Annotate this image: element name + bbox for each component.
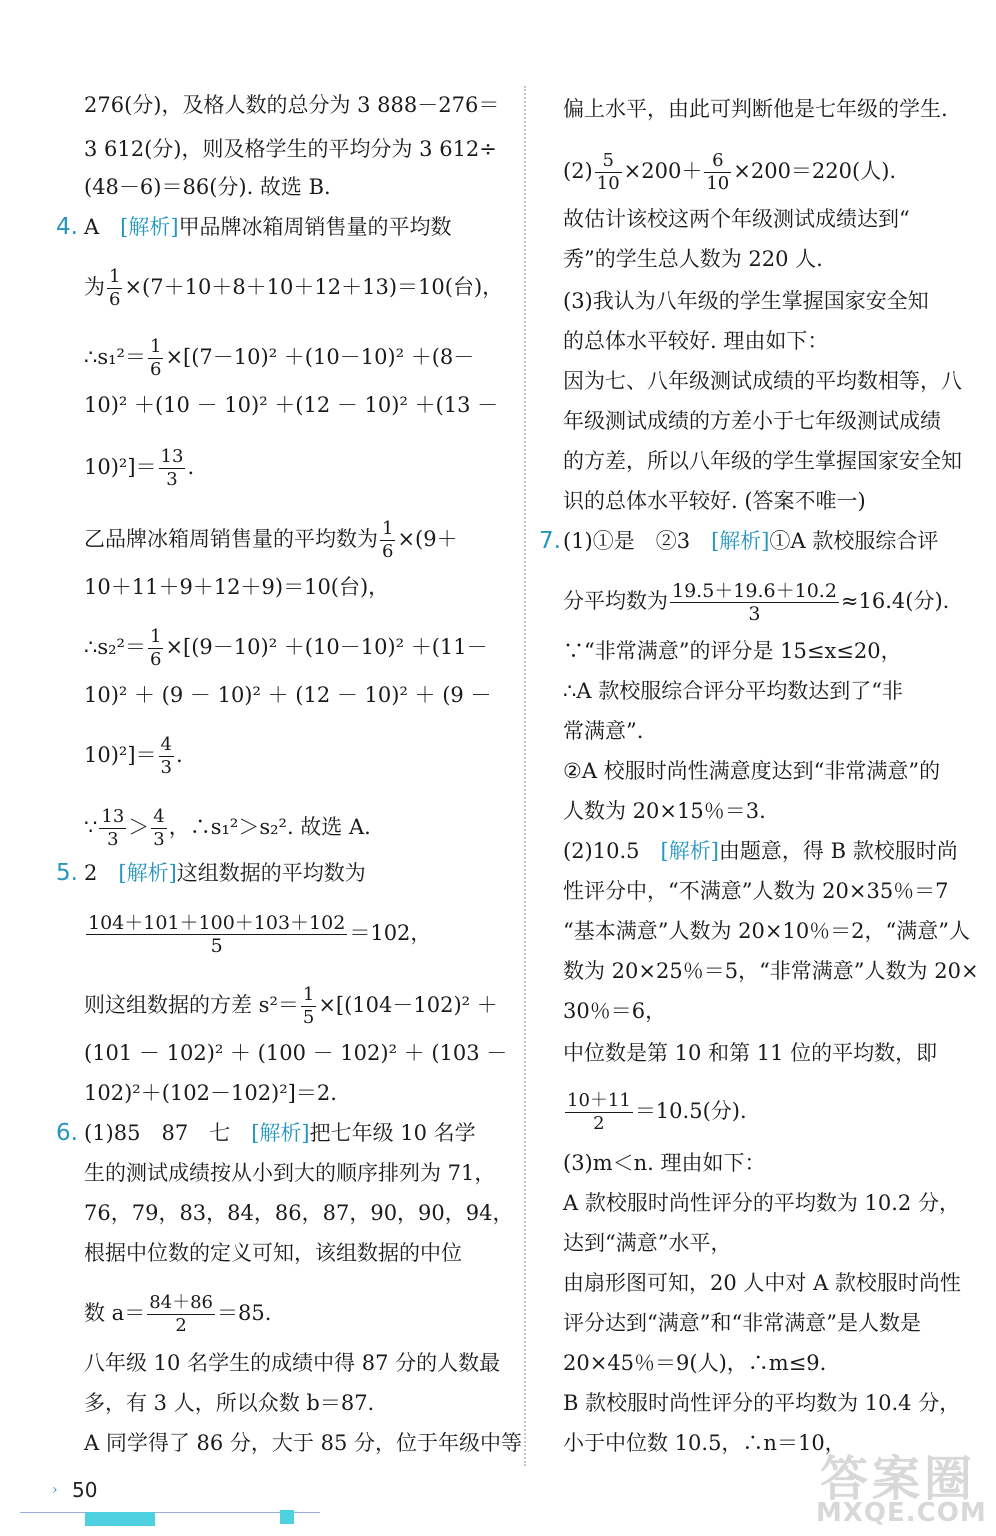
text: ＞ [128, 815, 150, 839]
numerator: 1 [149, 626, 162, 647]
watermark-text: 答案圈 [820, 1451, 977, 1507]
text-line: 多，有 3 人，所以众数 b＝87. [84, 1391, 375, 1415]
text-line: 评分达到“满意”和“非常满意”是人数是 [563, 1311, 921, 1335]
chevron-right-icon: › [52, 1482, 58, 1498]
text: ＝85. [217, 1301, 272, 1325]
q7-part2-header [563, 838, 958, 864]
answer: (1)85 87 七 [84, 1121, 252, 1145]
text: 为 [84, 275, 105, 299]
text-line [563, 580, 949, 625]
answer: 2 [84, 861, 119, 885]
fraction [147, 1292, 215, 1337]
text-line: 偏上水平，由此可判断他是七年级的学生. [563, 97, 948, 121]
denominator: 3 [166, 469, 178, 490]
denominator: 10 [596, 173, 620, 194]
text-line: 由扇形图可知，20 人中对 A 款校服时尚性 [563, 1271, 961, 1295]
text-line: A 款校服时尚性评分的平均数为 10.2 分， [563, 1191, 960, 1215]
text: ×[(9－10)² ＋(10－10)² ＋(11－ [165, 635, 488, 659]
footer-line [20, 1512, 320, 1513]
fraction [565, 1090, 633, 1135]
text-line: 10)² ＋ (9 － 10)² ＋ (12 － 10)² ＋ (9 － [84, 683, 492, 707]
text: ×[(7－10)² ＋(10－10)² ＋(8－ [165, 345, 475, 369]
denominator: 2 [593, 1113, 605, 1134]
text-line: (101 － 102)² ＋ (100 － 102)² ＋ (103 － [84, 1041, 508, 1065]
text-line: 30％＝6， [563, 999, 667, 1023]
text-line: 因为七、八年级测试成绩的平均数相等，八 [563, 369, 962, 393]
fraction [380, 518, 395, 563]
text: ×[(104－102)² ＋ [318, 993, 498, 1017]
numerator: 13 [160, 446, 184, 467]
text-line: 10＋11＋9＋12＋9)＝10(台)， [84, 575, 390, 599]
question-number-4: 4. [56, 214, 78, 240]
text: ×200＋ [623, 159, 703, 183]
text: . [187, 455, 195, 479]
numerator: 13 [101, 806, 125, 827]
text: . [175, 743, 183, 767]
text: 把七年级 10 名学 [309, 1121, 476, 1145]
fraction [301, 984, 316, 1029]
q7-header [563, 528, 938, 554]
text: 由题意，得 B 款校服时尚 [718, 839, 958, 863]
denominator: 6 [382, 541, 394, 562]
text: ≈16.4(分). [840, 589, 950, 613]
text-line: 常满意”. [563, 719, 644, 743]
fraction [148, 626, 163, 671]
denominator: 6 [109, 289, 121, 310]
text-line: (3)m＜n. 理由如下： [563, 1151, 766, 1175]
text-line: 数为 20×25％＝5，“非常满意”人数为 20× [563, 959, 979, 983]
text-line [84, 336, 474, 381]
analysis-tag: [解析] [660, 839, 719, 863]
analysis-tag: [解析] [120, 215, 179, 239]
text-line [84, 626, 488, 671]
text-line: 的方差，所以八年级的学生掌握国家安全知 [563, 449, 962, 473]
q5-header [84, 860, 366, 886]
q4-header [84, 214, 452, 240]
text-line: 人数为 20×15％＝3. [563, 799, 766, 823]
text-line: 276(分)，及格人数的总分为 3 888－276＝ [84, 93, 500, 117]
text-line: 10)² ＋(10 － 10)² ＋(12 － 10)² ＋(13 － [84, 393, 499, 417]
column-divider [524, 86, 526, 1466]
numerator: 104＋101＋100＋103＋102 [88, 912, 346, 934]
page-number: 50 [72, 1478, 98, 1502]
numerator: 4 [153, 806, 165, 827]
text: (2) [563, 159, 593, 183]
numerator: 1 [382, 518, 394, 539]
text-line: ∵“非常满意”的评分是 15≤x≤20， [563, 639, 902, 663]
text: ①A 款校服综合评 [769, 529, 939, 553]
text-line [84, 1292, 271, 1337]
text-line [84, 446, 194, 491]
fraction [151, 806, 166, 851]
text-line: 生的测试成绩按从小到大的顺序排列为 71， [84, 1161, 496, 1185]
text: 10)²]＝ [84, 743, 157, 767]
text: ∵ [84, 815, 98, 839]
numerator: 5 [595, 150, 622, 173]
fraction [148, 336, 163, 381]
text-line [84, 266, 503, 311]
text: ×(9＋ [397, 527, 458, 551]
analysis-tag: [解析] [251, 1121, 310, 1145]
text: 这组数据的平均数为 [176, 861, 366, 885]
text: 则这组数据的方差 s²＝ [84, 993, 299, 1017]
text-line: 达到“满意”水平， [563, 1231, 732, 1255]
watermark-url: MXQE.COM [816, 1498, 987, 1528]
numerator: 1 [109, 266, 121, 287]
text-line: (48－6)＝86(分). 故选 B. [84, 175, 331, 199]
q6-header [84, 1120, 476, 1146]
text: 数 a＝ [84, 1301, 146, 1325]
text-line: 八年级 10 名学生的成绩中得 87 分的人数最 [84, 1351, 501, 1375]
text-line: 3 612(分)，则及格学生的平均分为 3 612÷ [84, 137, 497, 161]
denominator: 6 [149, 649, 162, 670]
text-line: 102)²＋(102－102)²]＝2. [84, 1081, 337, 1105]
text: ＝102， [349, 921, 432, 945]
text-line: 76，79，83，84，86，87，90，90，94， [84, 1201, 514, 1225]
text: 10)²]＝ [84, 455, 157, 479]
text-line: 根据中位数的定义可知，该组数据的中位 [84, 1241, 462, 1265]
text-line: 中位数是第 10 和第 11 位的平均数，即 [563, 1041, 938, 1065]
text-line: B 款校服时尚性评分的平均数为 10.4 分， [563, 1391, 961, 1415]
text-line [84, 912, 431, 957]
text-line [84, 734, 183, 779]
answer: (1)①是 ②3 [563, 529, 712, 553]
fraction [704, 150, 731, 195]
text-line: 小于中位数 10.5，∴n＝10， [563, 1431, 846, 1455]
text: ＝10.5(分). [634, 1099, 747, 1123]
text-line: ②A 校服时尚性满意度达到“非常满意”的 [563, 759, 941, 783]
text: ∴s₂²＝ [84, 635, 146, 659]
denominator: 3 [107, 829, 119, 850]
text-line [84, 806, 371, 851]
text-line [563, 1090, 747, 1135]
text: ×(7＋10＋8＋10＋12＋13)＝10(台)， [124, 275, 504, 299]
denominator: 3 [748, 603, 761, 625]
text: 分平均数为 [563, 589, 668, 613]
numerator: 1 [149, 336, 162, 357]
text: 乙品牌冰箱周销售量的平均数为 [84, 527, 378, 551]
question-number-7: 7. [539, 528, 561, 554]
text: ×200＝220(人). [733, 159, 897, 183]
denominator: 2 [175, 1315, 187, 1336]
fraction [159, 446, 186, 491]
text-line: A 同学得了 86 分，大于 85 分，位于年级中等 [84, 1431, 522, 1455]
denominator: 10 [706, 173, 730, 194]
text-line: 的总体水平较好. 理由如下： [563, 329, 829, 353]
answer: (2)10.5 [563, 839, 661, 863]
text: ∴s₁²＝ [84, 345, 146, 369]
fraction [99, 806, 126, 851]
denominator: 6 [149, 359, 162, 380]
watermark-logo [810, 1440, 990, 1532]
fraction [595, 150, 622, 195]
numerator: 6 [704, 150, 731, 173]
text-line: 故估计该校这两个年级测试成绩达到“ [563, 207, 910, 231]
numerator: 1 [302, 984, 315, 1005]
denominator: 3 [153, 829, 165, 850]
text-line [563, 150, 896, 195]
text: ，∴s₁²＞s₂². 故选 A. [168, 815, 371, 839]
text-line [84, 984, 498, 1029]
numerator: 19.5＋19.6＋10.2 [672, 580, 837, 602]
fraction [107, 266, 122, 311]
fraction [86, 912, 347, 957]
numerator: 10＋11 [567, 1090, 631, 1111]
text-line: ∴A 款校服综合评分平均数达到了“非 [563, 679, 903, 703]
footer-mark [280, 1510, 294, 1524]
text-line: 秀”的学生总人数为 220 人. [563, 247, 823, 271]
fraction [670, 580, 839, 625]
text-line: 性评分中，“不满意”人数为 20×35％＝7 [563, 879, 949, 903]
text-line: 20×45％＝9(人)，∴m≤9. [563, 1351, 827, 1375]
question-number-6: 6. [56, 1120, 78, 1146]
numerator: 4 [160, 734, 172, 755]
text-line: (3)我认为八年级的学生掌握国家安全知 [563, 289, 929, 313]
answer: A [84, 215, 121, 239]
question-number-5: 5. [56, 860, 78, 886]
text: 甲品牌冰箱周销售量的平均数 [178, 215, 452, 239]
text-line [84, 518, 458, 563]
text-line: “基本满意”人数为 20×10％＝2，“满意”人 [563, 919, 971, 943]
denominator: 5 [302, 1007, 315, 1028]
text-line: 识的总体水平较好. (答案不唯一) [563, 489, 866, 513]
denominator: 3 [160, 757, 172, 778]
fraction [159, 734, 174, 779]
footer-bar [85, 1512, 155, 1526]
denominator: 5 [210, 935, 223, 957]
analysis-tag: [解析] [711, 529, 770, 553]
analysis-tag: [解析] [118, 861, 177, 885]
text-line: 年级测试成绩的方差小于七年级测试成绩 [563, 409, 941, 433]
numerator: 84＋86 [149, 1292, 214, 1313]
